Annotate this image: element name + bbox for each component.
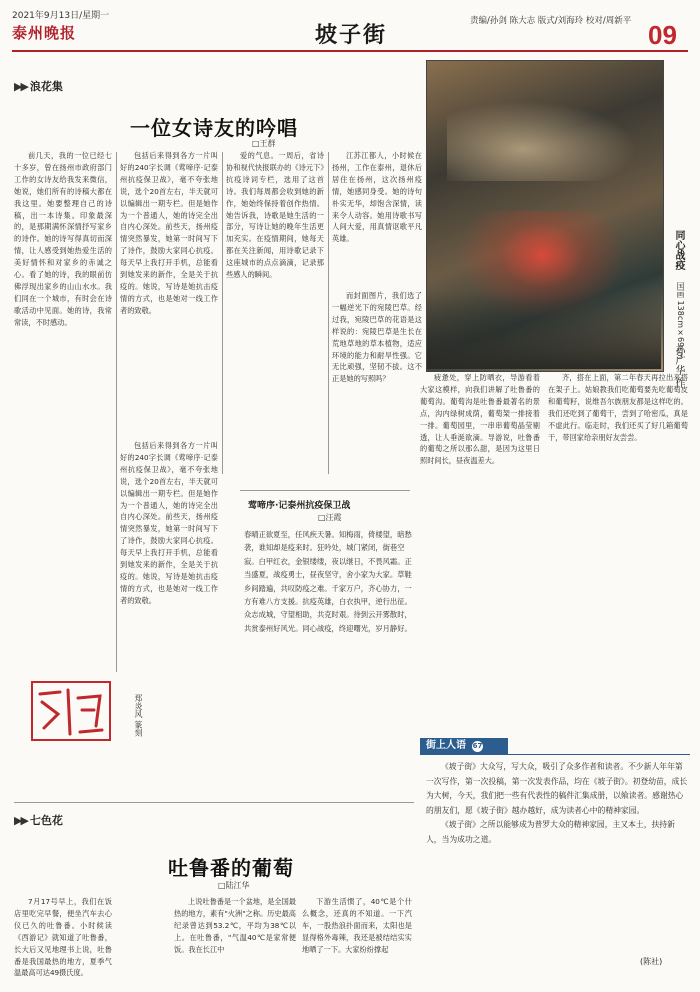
editor-credits: 责编/孙剑 陈大志 版式/刘海玲 校对/周新平 <box>470 16 632 26</box>
painting-image <box>426 60 664 372</box>
poem-divider <box>240 490 410 491</box>
article-column-1: 7月17号早上，我们在饭店里吃完早餐，便坐汽车去心仪已久的吐鲁番。小时候读《西游记》就知道了吐鲁番，长大后又见地理书上说，吐鲁番是我国最热的地方，夏季气温最高可达49摄氏度。 <box>14 897 112 978</box>
painting-author: 孙广华 作 <box>673 345 684 389</box>
painting-subtitle: 国画 138cm×69cm <box>676 282 685 360</box>
sidebox-paragraph: 《坡子街》大众写，写大众，吸引了众多作者和读者。不少新人年年第一次写作，第一次投稿，第一次发表作品，均在《坡子街》。初登幼苗，成长为大树，今天，我们把一些有代表性的稿件汇集成册，以飨读者。感谢热心的朋友们，愿《坡子街》越办越好，成为读者心中的精神家园。 <box>426 762 688 815</box>
poem-title: 莺啼序·记泰州抗疫保卫战 <box>248 501 351 511</box>
sidebox-author: (陈社) <box>640 957 663 966</box>
article-title: 一位女诗友的吟唱 <box>130 116 298 140</box>
article-column-5: 齐，搭在上面，第二年春天再拉出来搭在架子上。姑娘教我们吃葡萄要先吃葡萄皮和葡萄籽，说维吾尔族朋友都是这样吃的。我们还吃到了葡萄干，尝到了哈密瓜，真是不虚此行。临走时，我们还买了好几箱葡萄干，带回家给亲朋好友尝尝。 <box>548 373 688 442</box>
article-column-2: 包括后来得到各方一片叫好的240字长调《莺啼序·记泰州抗疫保卫战》，毫不夸张地说，选个20首左右，半天就可以编辑出一期专栏。但是她作为一个普通人，她的诗完全出自内心深处。前些天，扬州疫情突然暴发，她第一时间写下了诗作，鼓励大家同心抗疫。每天早上我打开手机，总能看到她发来的新作，全是关于抗疫的。她说，写诗是她抗击疫情的方式，也是她对一线工作者的致敬。 <box>120 151 218 315</box>
article-column-5: 而封面图片，我们选了一幅逆光下的宛陵巴草。经过我，宛陵巴草的花语是这样说的：宛陵巴草是生长在荒地草地的草本植物，适应环境的能力和耐旱性强。它无比顽强，坚韧不拔。这不正是她的写照吗？ <box>332 291 422 384</box>
issue-date: 2021年9月13日/星期一 <box>12 11 110 21</box>
article-column-3: 下游生活惯了，40℃是个什么概念，还真的不知道。一下汽车，一股热浪扑面而来，太阳也是显得格外毒辣，我还是被结结实实地晒了一下。大家纷纷撑起 <box>302 897 412 954</box>
article-column-2: 上说吐鲁番是一个盆地，是全国最热的地方，素有"火洲"之称。历史最高纪录曾达到53.2℃，平均为38℃以上。在吐鲁番，"气温40℃是家常便饭。我在长江中 <box>174 897 296 954</box>
play-icon: ▶▶ <box>14 80 27 93</box>
seal-text: 和杰 <box>230 880 232 881</box>
article-column-4: 疲惫处，穿上防晒衣，导游看着大家这模样，向我们讲解了吐鲁番的葡萄沟。葡萄沟是吐鲁番最著名的景点，沟内绿树成荫，葡萄架一排接着一排。葡萄园里，一串串葡萄晶莹剔透，让人垂涎欲滴。导游说，吐鲁番的葡萄之所以那么甜，是因为这里日照时间长，昼夜温差大。 <box>420 373 540 466</box>
article-column-2-cont: 包括后来得到各方一片叫好的240字长调《莺啼序·记泰州抗疫保卫战》，毫不夸张地说，选个20首左右，半天就可以编辑出一期专栏。但是她作为一个普通人，她的诗完全出自内心深处。前些天，扬州疫情突然暴发，她第一时间写下了诗作，鼓励大家同心抗疫。每天早上我打开手机，总能看到她发来的新作，全是关于抗疫的。她说，写诗是她抗击疫情的方式，也是她对一线工作者的致敬。 <box>120 441 218 605</box>
header-divider <box>12 50 688 52</box>
painting-title: 同心战疫 <box>673 230 684 270</box>
page-section-name: 坡子街 <box>315 22 388 48</box>
column-divider <box>222 152 223 474</box>
page-number: 09 <box>648 20 677 50</box>
sidebox-body <box>426 760 688 847</box>
section-label-qisehua: ▶▶ 七色花 <box>14 814 63 827</box>
sidebox-paragraph: 《坡子街》之所以能够成为普罗大众的精神家园，主又本土，扶持新人，当为成功之道。 <box>426 820 675 844</box>
article-byline: □王群 <box>252 139 276 148</box>
poem-text: 春晴正欲夏至，任风疾天暑。知梅雨，倚楼望，暗愁袭，谁知却是疫来时。狂吟处，城门紧闭，街巷空寂。白甲红衣，金银缕缕，夜以继日，不畏风霜。正当盛夏，战疫勇士，昼夜坚守，舍小家为大家。草鞋乡间踏遍，共叹防疫之难。千家万户，齐心协力，一方有难八方支援。抗疫英雄，白衣执甲，逆行出征。众志成城，守望相助，共克时艰。待到云开雾散时，共赏泰州好风光。同心战疫，终迎曙光，岁月静好。 <box>244 530 412 633</box>
seal-credit: 郑炎风 篆刻 <box>134 694 143 737</box>
column-divider <box>116 152 117 672</box>
poem-author: □汪霞 <box>318 513 342 522</box>
section-divider <box>14 802 414 803</box>
article-title: 吐鲁番的葡萄 <box>168 856 294 880</box>
section-label-langhua: ▶▶ 浪花集 <box>14 80 63 93</box>
play-icon: ▶▶ <box>14 814 27 827</box>
article-column-4: 江苏江都人，小时候在扬州，工作在泰州，退休后居住在扬州，这次扬州疫情，她感同身受。她的诗句朴实无华，却饱含深情，读来令人动容。她用诗歌书写人间大爱，用真情讴歌平凡英雄。 <box>332 151 422 244</box>
sidebox-badge: 67 <box>472 742 483 750</box>
column-divider <box>328 152 329 474</box>
newspaper-masthead: 泰州晚报 <box>12 24 77 42</box>
article-column-1: 前几天，我的一位已经七十多岁，曾在扬州市政府部门工作的女诗友给我发来微信，她说，她们所有的诗稿大都在我这里。她要整理自己的诗稿，出一本诗集。印象最深的，是那期满怀深情抒写家乡的诗作。她的诗写得真切而深情，让人感受到她热爱生活的美好情怀和对家乡的赤诚之心。看了她的诗，我的眼前仿佛浮现出家乡的山山水水。我们同在一个城市，有时会在诗歌活动中见面。她的诗，我常常读，不时感动。 <box>14 151 112 327</box>
article-byline: □陆江华 <box>218 881 250 890</box>
sidebox-rule <box>420 754 690 755</box>
sidebox-header: 街上人语 67 <box>420 738 508 754</box>
article-column-3: 爱的气息。一周后，省诗协和视代快报联办的《诗元下》抗疫诗词专栏，选用了这首诗。我们每周都会收到她的新作，她始终保持着创作热情。她告诉我，诗歌是她生活的一部分，写诗让她的晚年生活更加充实。在疫情期间，她每天都在关注新闻，用诗歌记录下这座城市的点点滴滴，记录那些感人的瞬间。 <box>226 151 324 280</box>
